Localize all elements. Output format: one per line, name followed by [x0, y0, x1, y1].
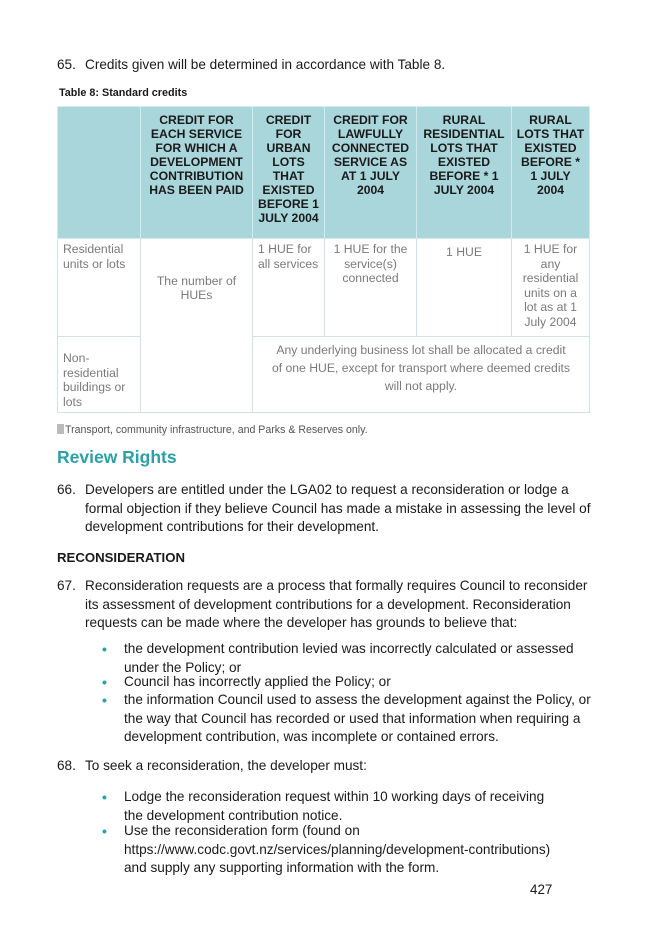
table-row-non-residential: [58, 337, 590, 413]
para-65-number: 65.: [57, 57, 76, 72]
para-66-number: 66.: [57, 482, 76, 497]
page-number: 427: [530, 882, 553, 897]
cell-rural-lots-credit: 1 HUE for any residential units on a lot as at 1 July 2004: [512, 239, 590, 337]
header-credit-connected-service: CREDIT FOR LAWFULLY CONNECTED SERVICE AS AT 1 JULY 2004: [325, 107, 417, 239]
bullet-icon: •: [102, 823, 107, 839]
row-label-residential: Residential units or lots: [58, 239, 141, 337]
para-66-text: Developers are entitled under the LGA02 to request a reconsideration or lodge a formal objection if they believe Council has made a mistake in assessing the level of development contributions for their development.: [85, 482, 591, 534]
standard-credits-table: [57, 106, 590, 413]
section-heading-review-rights: Review Rights: [57, 447, 177, 467]
row-label-non-residential: Non-residential buildings or lots: [58, 337, 141, 413]
table-caption: Table 8: Standard credits: [59, 87, 188, 99]
table-row-residential: [58, 239, 590, 337]
cell-non-residential-credit: Any underlying business lot shall be allocated a credit of one HUE, except for transport where deemed credits will not apply.: [253, 337, 590, 413]
header-credit-service-paid: CREDIT FOR EACH SERVICE FOR WHICH A DEVELOPMENT CONTRIBUTION HAS BEEN PAID: [141, 107, 253, 239]
bullet-icon: •: [102, 692, 107, 708]
para-68-text: To seek a reconsideration, the developer must:: [85, 758, 367, 773]
bullet-icon: •: [102, 674, 107, 690]
para-65-text: Credits given will be determined in accordance with Table 8.: [85, 57, 446, 72]
list-item: the development contribution levied was incorrectly calculated or assessed under the Policy; or: [124, 641, 574, 675]
table-header-row: [58, 107, 590, 239]
list-item: Lodge the reconsideration request within 10 working days of receiving the development contribution notice.: [124, 789, 545, 823]
header-empty: [58, 107, 141, 239]
header-rural-lots: RURAL LOTS THAT EXISTED BEFORE * 1 JULY 2004: [512, 107, 590, 239]
cell-connected-credit: 1 HUE for the service(s) connected: [325, 239, 417, 337]
list-item: Use the reconsideration form (found on https://www.codc.govt.nz/services/planning/development-contributions) and supply any supporting information with the form.: [124, 823, 551, 875]
table-footnote: [57, 424, 368, 436]
footnote-text: Transport, community infrastructure, and Parks & Reserves only.: [65, 424, 368, 436]
header-credit-urban-lots: CREDIT FOR URBAN LOTS THAT EXISTED BEFORE 1 JULY 2004: [253, 107, 325, 239]
bullet-icon: •: [102, 641, 107, 657]
header-rural-residential-lots: RURAL RESIDENTIAL LOTS THAT EXISTED BEFORE * 1 JULY 2004: [417, 107, 512, 239]
para-67-text: Reconsideration requests are a process that formally requires Council to reconsider its assessment of development contributions for a development. Reconsideration requests can be made where the developer has grounds to believe that:: [85, 578, 588, 630]
list-item: the information Council used to assess the development against the Policy, or the way that Council has recorded or used that information when requiring a development contribution, was incomplete or contained errors.: [124, 692, 591, 744]
cell-rural-residential-credit: 1 HUE: [417, 239, 512, 337]
list-item: Council has incorrectly applied the Policy; or: [124, 674, 391, 689]
cell-urban-lots-credit: 1 HUE for all services: [253, 239, 325, 337]
bullet-icon: •: [102, 789, 107, 805]
para-68-number: 68.: [57, 758, 76, 773]
para-67-number: 67.: [57, 578, 76, 593]
subheading-reconsideration: RECONSIDERATION: [57, 550, 185, 565]
footnote-marker-icon: [57, 424, 64, 434]
cell-number-of-hues: The number of HUEs: [141, 239, 253, 413]
